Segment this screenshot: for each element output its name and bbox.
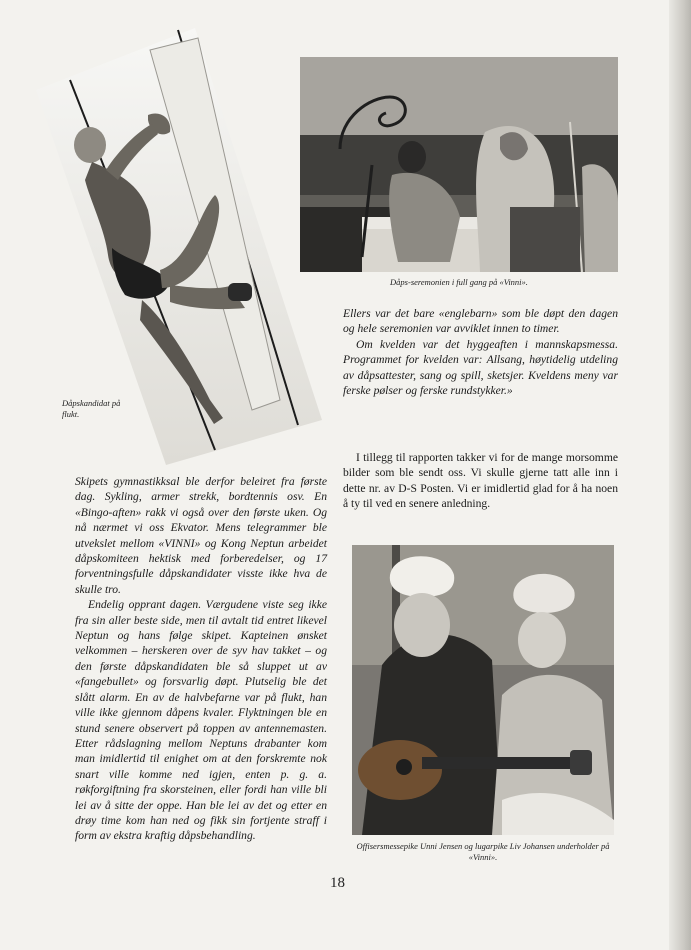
page-number: 18 <box>330 875 345 891</box>
left-column-text <box>75 474 327 844</box>
right-column-roman: I tillegg til rapporten takker vi for de mange morsomme bilder som ble sendt oss. Vi skulle gjerne tatt alle inn i dette nr. av D-S Posten. Vi er imidlertid glad for å ha noen å ty til ved en senere anledning. <box>343 451 618 511</box>
paragraph: Om kvelden var det hyggeaften i mannskapsmessa. Programmet for kvelden var: Allsang, høytidelig utdeling av dåpsattester, sang og spill, sketsjer. Kveldens meny var ferske pølser og ferske rundstykker.» <box>343 337 618 398</box>
page-binding-shadow <box>669 0 691 950</box>
paragraph: Endelig opprant dagen. Værgudene viste seg ikke fra sin aller beste side, men til avtalt tid entret likevel Neptun og hans følge skipet. Kapteinen ønsket velkommen – herskeren over de syv hav takket – og den første dåpskandidaten ble så sluppet ut av «fangebullet» og forsvarlig døpt. Plutselig ble det slått alarm. En av de halvbefarne var på flukt, han ville ikke gjennom dåpens kvaler. Flyktningen ble en stund senere observert på toppen av antennemasten. Etter rådslagning mellom Neptuns drabanter kom man imidlertid til enighet om at den forskremte nok snart ville komme ned igjen, enten p. g. a. røkforgiftning fra skorsteinen, eller fordi han ville bli lei av å sitte der oppe. Han ble lei av det og etter en drøy time kom han ned og fikk sin fortjente straff i form av ekstra kraftig dåpsbehandling. <box>75 598 327 843</box>
caption-ceremony: Dåps-seremonien i full gang på «Vinni». <box>390 277 528 287</box>
singers-photo <box>352 545 614 835</box>
paragraph: Ellers var det bare «englebarn» som ble døpt den dagen og hele seremonien var avviklet innen to timer. <box>343 307 618 336</box>
caption-climber: Dåpskandidat på flukt. <box>62 398 121 419</box>
right-column-italic <box>343 306 618 398</box>
caption-singers: Offisersmessepike Unni Jensen og lugarpike Liv Johansen underholder på «Vinni». <box>356 841 610 862</box>
paragraph: Skipets gymnastikksal ble derfor beleiret fra første dag. Sykling, armer strekk, bordtennis osv. En «Bingo-aften» rakk vi også over den første uken. Og nå nærmet vi oss Ekvator. Mens telegrammer ble utvekslet mellom «VINNI» og Kong Neptun arbeidet dåpskomiteen hektisk med forberedelser, og 17 forventningsfulle dåpskandidater visste ikke hva de skulle tro. <box>75 475 327 596</box>
ceremony-photo <box>300 57 618 272</box>
